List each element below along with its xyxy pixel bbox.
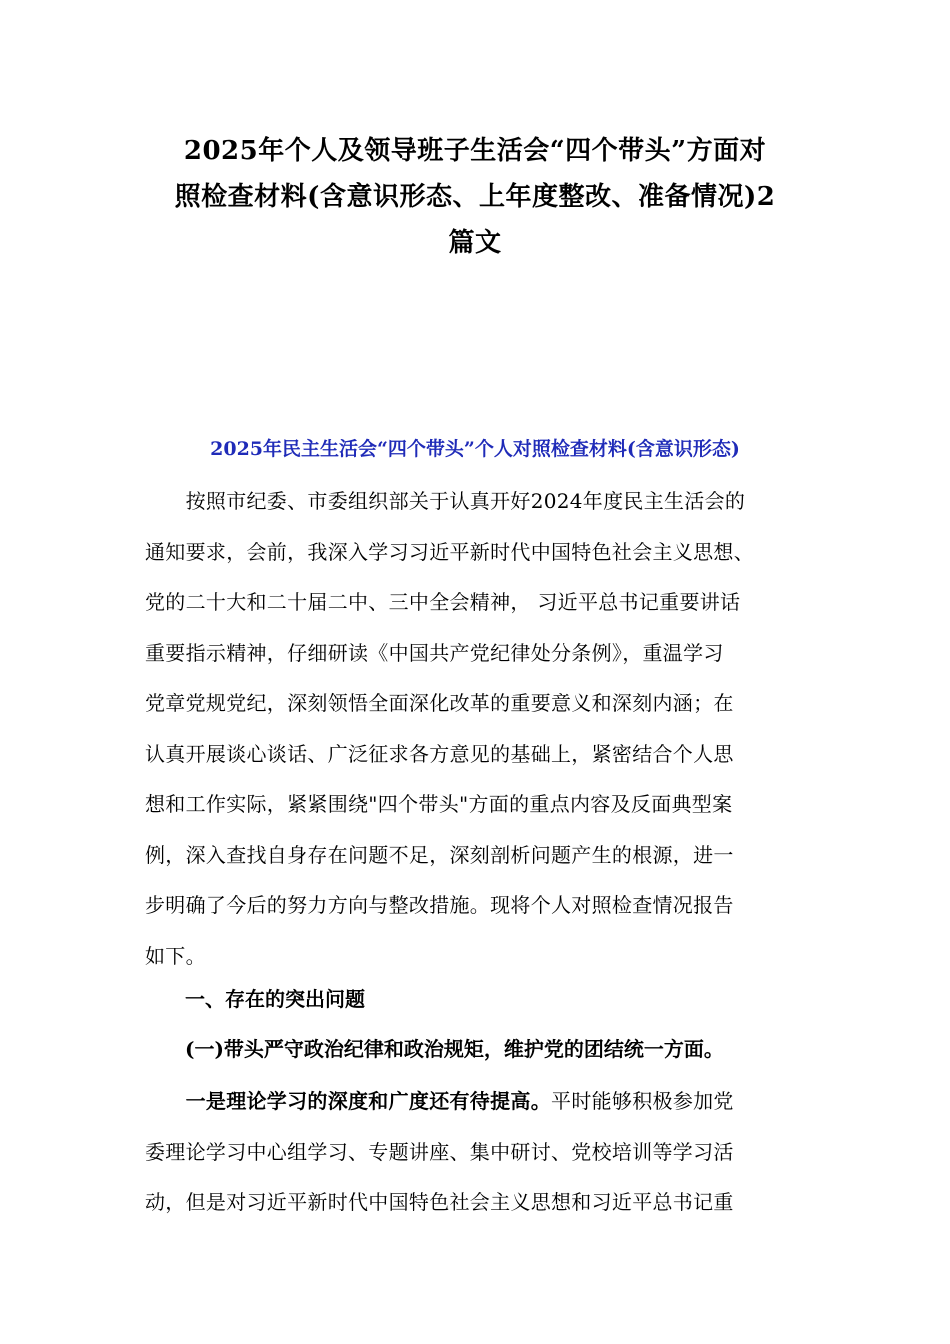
intro-line: 想和工作实际，紧紧围绕"四个带头"方面的重点内容及反面典型案 (145, 792, 733, 816)
intro-line: 例，深入查找自身存在问题不足，深刻剖析问题产生的根源，进一 (145, 842, 734, 867)
title-line-2: 照检查材料(含意识形态、上年度整改、准备情况)2 (174, 182, 776, 212)
section-heading: 一、存在的突出问题 (185, 987, 365, 1011)
intro-line: 认真开展谈心谈话、广泛征求各方意见的基础上，紧密结合个人思 (145, 741, 734, 766)
intro-line: 如下。 (145, 943, 206, 968)
title-line-3: 篇文 (448, 228, 502, 258)
point-one-line-2: 委理论学习中心组学习、专题讲座、集中研讨、党校培训等学习活 (145, 1139, 734, 1164)
point-one-line-1 (145, 1076, 815, 1127)
intro-line: 重要指示精神，仔细研读《中国共产党纪律处分条例》，重温学习 (145, 640, 724, 665)
point-one-paragraph (145, 1076, 815, 1228)
intro-line: 步明确了今后的努力方向与整改措施。现将个人对照检查情况报告 (145, 893, 734, 917)
intro-line: 党的二十大和二十届二中、三中全会精神， 习近平总书记重要讲话 (145, 590, 741, 614)
title-line-1: 2025年个人及领导班子生活会“四个带头”方面对 (183, 136, 767, 166)
point-one-line-1-rest: 平时能够积极参加党 (551, 1089, 734, 1113)
intro-paragraph (145, 476, 815, 981)
subsection-heading: (一)带头严守政治纪律和政治规矩，维护党的团结统一方面。 (185, 1037, 724, 1061)
point-one-line-3: 动，但是对习近平新时代中国特色社会主义思想和习近平总书记重 (145, 1190, 734, 1214)
document-title (120, 128, 830, 266)
article-subtitle: 2025年民主生活会“四个带头”个人对照检查材料(含意识形态) (210, 438, 740, 460)
intro-line: 按照市纪委、市委组织部关于认真开好2024年度民主生活会的 (145, 489, 746, 513)
intro-line: 党章党规党纪，深刻领悟全面深化改革的重要意义和深刻内涵；在 (145, 691, 734, 715)
intro-line: 通知要求，会前，我深入学习习近平新时代中国特色社会主义思想、 (145, 539, 754, 564)
point-one-lead: 一是理论学习的深度和广度还有待提高。 (185, 1089, 552, 1113)
